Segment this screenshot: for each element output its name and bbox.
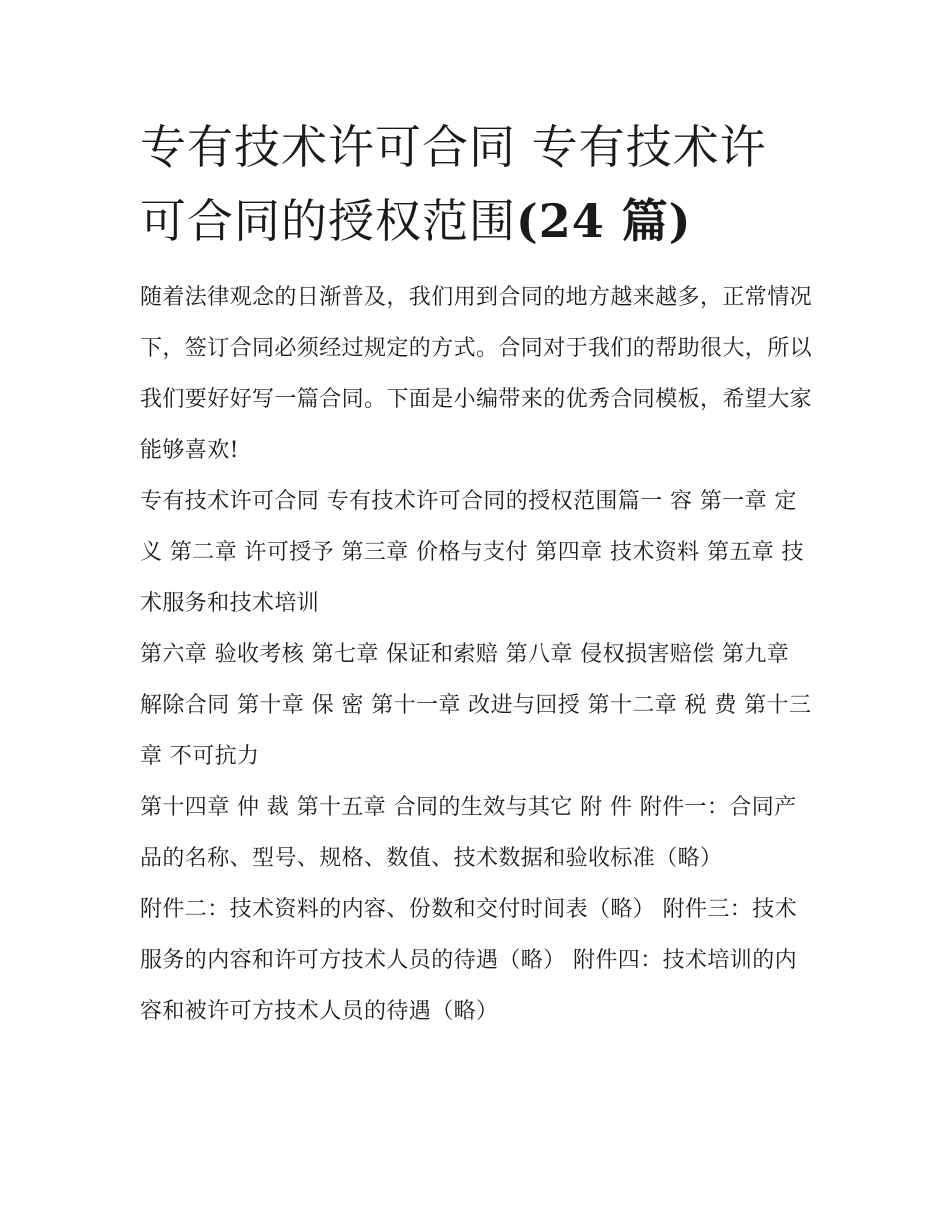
contents-paragraph-1: 专有技术许可合同 专有技术许可合同的授权范围篇一 容 第一章 定 义 第二章 许可授予 第三章 价格与支付 第四章 技术资料 第五章 技术服务和技术培训: [140, 489, 804, 616]
contents-paragraph-2: 第六章 验收考核 第七章 保证和索赔 第八章 侵权损害赔偿 第九章 解除合同 第十章 保 密 第十一章 改进与回授 第十二章 税 费 第十三章 不可抗力: [140, 642, 812, 769]
document-title: [140, 110, 812, 258]
document-title-count: (24 篇): [516, 194, 692, 248]
intro-paragraph: 随着法律观念的日渐普及，我们用到合同的地方越来越多，正常情况下，签订合同必须经过规定的方式。合同对于我们的帮助很大，所以我们要好好写一篇合同。下面是小编带来的优秀合同模板，希望大家能够喜欢!: [140, 285, 813, 463]
appendix-paragraph: 附件二：技术资料的内容、份数和交付时间表（略） 附件三：技术服务的内容和许可方技术人员的待遇（略） 附件四：技术培训的内容和被许可方技术人员的待遇（略）: [140, 897, 797, 1024]
contents-paragraph-3: 第十四章 仲 裁 第十五章 合同的生效与其它 附 件 附件一：合同产品的名称、型号、规格、数值、技术数据和验收标准（略）: [140, 795, 797, 871]
document-body: [140, 110, 812, 1037]
document-title-main: 专有技术许可合同 专有技术许可合同的授权范围: [140, 120, 767, 248]
